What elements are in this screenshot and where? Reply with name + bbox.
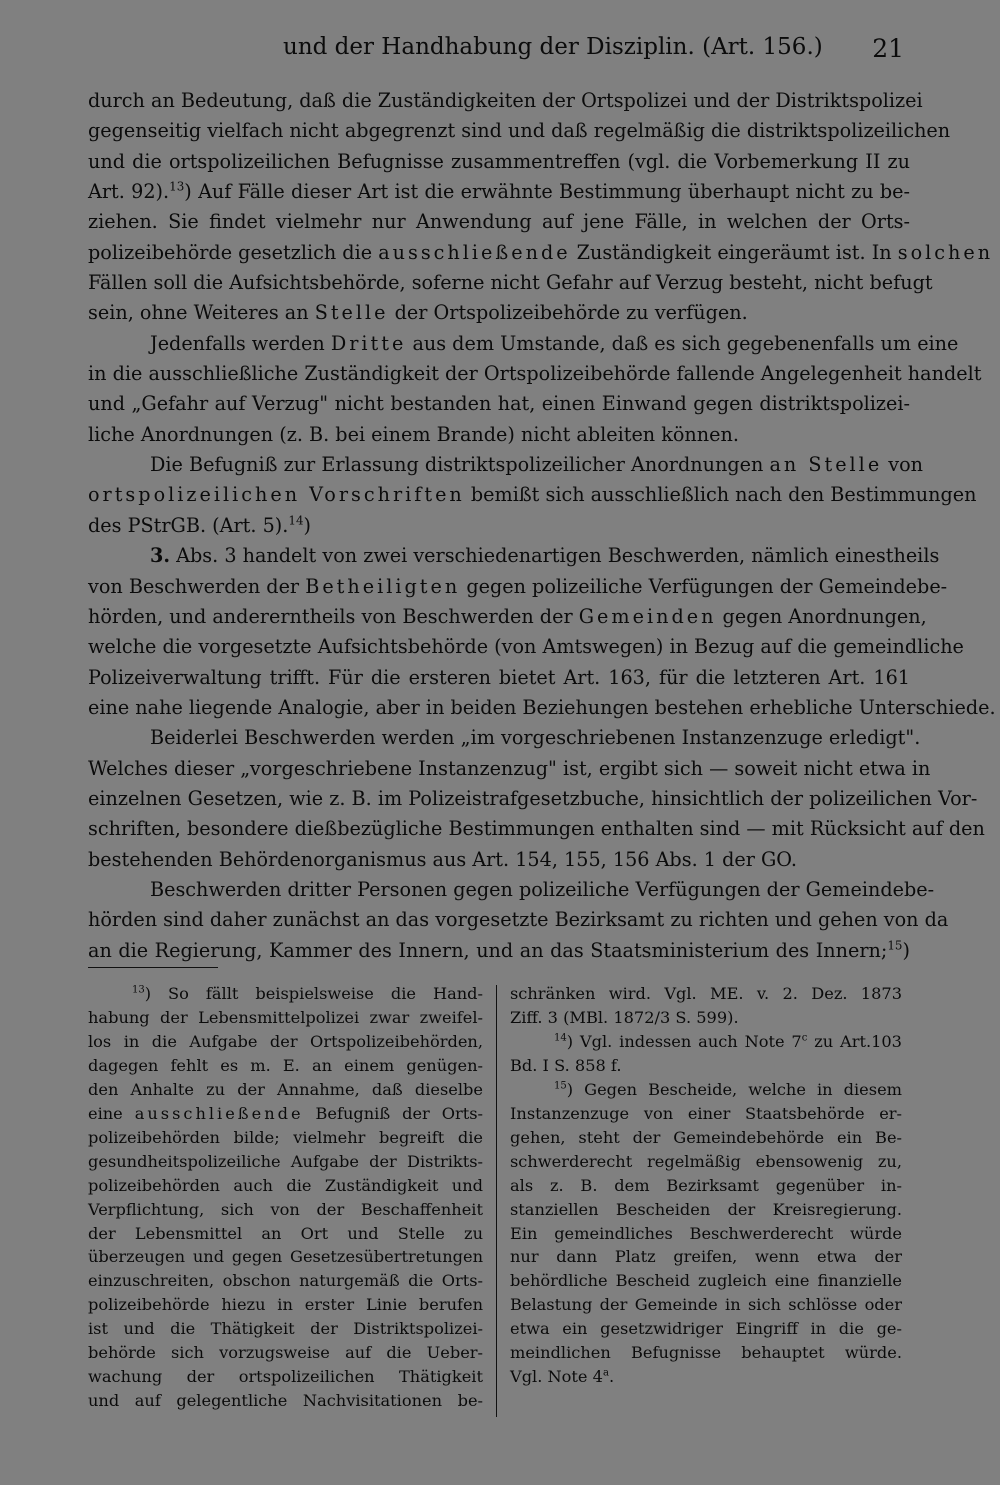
- footnote-line: als z. B. dem Bezirksamt gegenüber in-: [510, 1175, 902, 1195]
- spaced-emphasis: Dritte: [330, 331, 407, 355]
- text-line: von Beschwerden der Betheiligten gegen polizeiliche Verfügungen der Gemeindebe-: [88, 574, 948, 598]
- footnote-line: einzuschreiten, obschon naturgemäß die Orts-: [88, 1271, 483, 1291]
- footnote-marker: 15: [554, 1080, 567, 1092]
- text-line: Polizeiverwaltung trifft. Für die ersteren bietet Art. 163, für die letzteren Art. 161: [88, 665, 910, 689]
- footnote-line: Ziff. 3 (MBl. 1872/3 S. 599).: [510, 1007, 739, 1027]
- footnote-line: schränken wird. Vgl. ME. v. 2. Dez. 1873: [510, 984, 902, 1003]
- paragraph: [88, 450, 977, 541]
- text-line: Die Befugniß zur Erlassung distriktspolizeilicher Anordnungen an Stelle von: [150, 453, 924, 477]
- footnote-line: schwerderecht regelmäßig ebensowenig zu,: [510, 1151, 902, 1171]
- page-number: 21: [872, 34, 904, 63]
- text-line: hörden, und andererntheils von Beschwerden der Gemeinden gegen Anordnungen,: [88, 604, 927, 628]
- text-line: Art. 92).$^{13}$) Auf Fälle dieser Art ist die erwähnte Bestimmung überhaupt nicht zu be-: [88, 179, 910, 204]
- footnote-ref: 14: [288, 513, 304, 528]
- text-line: in die ausschließliche Zuständigkeit der Ortspolizeibehörde fallende Angelegenheit handelt: [88, 362, 982, 386]
- running-title: und der Handhabung der Disziplin. (Art. 156.): [283, 34, 823, 60]
- footnote-line: stanziellen Bescheiden der Kreisregierung.: [510, 1199, 902, 1219]
- text-line: an die Regierung, Kammer des Innern, und an das Staatsministerium des Innern;$^{15}$): [88, 938, 910, 962]
- text-line: des PStrGB. (Art. 5).$^{14}$): [88, 513, 312, 537]
- text-line: Jedenfalls werden Dritte aus dem Umstande, daß es sich gegebenenfalls um eine: [150, 331, 959, 355]
- text-line: hörden sind daher zunächst an das vorgesetzte Bezirksamt zu richten und gehen von da: [88, 908, 949, 932]
- footnote-line: polizeibehörden bilde; vielmehr begreift die: [88, 1127, 483, 1147]
- footnote-ref: 13: [169, 179, 185, 194]
- footnote-line: los in die Aufgabe der Ortspolizeibehörden,: [88, 1031, 483, 1051]
- spaced-emphasis: Stelle: [314, 301, 389, 325]
- text-line: Fällen soll die Aufsichtsbehörde, soferne nicht Gefahr auf Verzug besteht, nicht befugt: [88, 271, 933, 295]
- main-text: [88, 86, 996, 966]
- footnote-line: ist und die Thätigkeit der Distriktspolizei-: [88, 1319, 483, 1339]
- footnote-line: überzeugen und gegen Gesetzesübertretungen: [88, 1247, 483, 1267]
- footnote-line: Ein gemeindliches Beschwerderecht würde: [510, 1223, 902, 1243]
- spaced-emphasis: solchen: [897, 240, 994, 264]
- page-header: [88, 34, 904, 70]
- footnote-line: nur dann Platz greifen, wenn etwa der: [510, 1247, 902, 1267]
- footnote-line: polizeibehörde hiezu in erster Linie berufen: [88, 1295, 483, 1315]
- text-line: polizeibehörde gesetzlich die ausschließende Zuständigkeit eingeräumt ist. In solchen: [88, 240, 994, 264]
- text-line: welche die vorgesetzte Aufsichtsbehörde (von Amtswegen) in Bezug auf die gemeindliche: [88, 635, 964, 659]
- footnote-marker: 14: [554, 1032, 567, 1044]
- footnote-line: habung der Lebensmittelpolizei zwar zweifel-: [88, 1007, 483, 1027]
- text-line: schriften, besondere dießbezügliche Bestimmungen enthalten sind — mit Rücksicht auf den: [88, 817, 985, 841]
- spaced-emphasis: Betheiligten: [305, 574, 461, 598]
- paragraph: [88, 86, 994, 329]
- footnote-marker: 13: [132, 984, 145, 996]
- footnote-line: dagegen fehlt es m. E. an einem genügen-: [88, 1055, 483, 1075]
- footnote-line: behörde sich vorzugsweise auf die Ueber-: [88, 1343, 483, 1363]
- paragraph: [88, 541, 996, 723]
- text-line: einzelnen Gesetzen, wie z. B. im Polizeistrafgesetzbuche, hinsichtlich der polizeilichen Vor-: [88, 786, 978, 810]
- spaced-emphasis: Gemeinden: [578, 604, 717, 628]
- text-line: gegenseitig vielfach nicht abgegrenzt sind und daß regelmäßig die distriktspolizeilichen: [88, 119, 951, 143]
- text-line: durch an Bedeutung, daß die Zuständigkeiten der Ortspolizei und der Distriktspolizei: [88, 89, 923, 112]
- paragraph: [88, 329, 982, 450]
- footnote-line: behördliche Bescheid zugleich eine finanzielle: [510, 1271, 902, 1291]
- column-divider: [496, 985, 497, 1417]
- text-line: und „Gefahr auf Verzug" nicht bestanden hat, einen Einwand gegen distriktspolizei-: [88, 392, 910, 416]
- footnote-separator: [88, 967, 218, 968]
- footnote-line: polizeibehörden auch die Zuständigkeit und: [88, 1175, 483, 1195]
- footnote-line: und auf gelegentliche Nachvisitationen be-: [88, 1391, 483, 1411]
- footnote-line: $^{14}$) Vgl. indessen auch Note 7$^c$ zu Art.103: [554, 1031, 902, 1051]
- spaced-emphasis: ausschließende: [378, 240, 571, 264]
- footnote-line: $^{13}$) So fällt beispielsweise die Hand-: [132, 984, 483, 1003]
- section-number: 3.: [150, 544, 171, 568]
- spaced-emphasis: ausschließende: [134, 1103, 304, 1123]
- spaced-emphasis: an Stelle: [769, 453, 883, 477]
- text-line: ortspolizeilichen Vorschriften bemißt sich ausschließlich nach den Bestimmungen: [88, 483, 977, 507]
- footnotes-left-column: [88, 982, 483, 1413]
- text-line: Beschwerden dritter Personen gegen polizeiliche Verfügungen der Gemeindebe-: [150, 877, 935, 901]
- footnote-line: Instanzenzuge von einer Staatsbehörde er-: [510, 1103, 902, 1123]
- footnote-line: Verpflichtung, sich von der Beschaffenheit: [88, 1199, 483, 1219]
- text-line: 3. Abs. 3 handelt von zwei verschiedenartigen Beschwerden, nämlich einestheils: [150, 544, 940, 568]
- footnote-line: meindlichen Befugnisse behauptet würde.: [510, 1343, 902, 1363]
- footnote-line: Vgl. Note 4$^a$.: [510, 1367, 615, 1387]
- footnote-ref: 15: [887, 938, 903, 953]
- footnote-line: wachung der ortspolizeilichen Thätigkeit: [88, 1367, 483, 1387]
- footnote-line: Bd. I S. 858 f.: [510, 1055, 622, 1075]
- spaced-emphasis: ortspolizeilichen Vorschriften: [88, 483, 465, 507]
- text-line: eine nahe liegende Analogie, aber in beiden Beziehungen bestehen erhebliche Unterschiede.: [88, 695, 996, 719]
- text-line: Beiderlei Beschwerden werden „im vorgeschriebenen Instanzenzuge erledigt".: [150, 726, 921, 750]
- footnote-line: $^{15}$) Gegen Bescheide, welche in diesem: [554, 1079, 902, 1099]
- footnotes-right-column: [510, 982, 902, 1389]
- text-line: sein, ohne Weiteres an Stelle der Ortspolizeibehörde zu verfügen.: [88, 301, 748, 325]
- footnote-line: den Anhalte zu der Annahme, daß dieselbe: [88, 1079, 483, 1099]
- text-line: liche Anordnungen (z. B. bei einem Brande) nicht ableiten können.: [88, 422, 739, 446]
- note-superscript: c: [801, 1032, 808, 1044]
- text-line: Welches dieser „vorgeschriebene Instanzenzug" ist, ergibt sich — soweit nicht etwa in: [88, 756, 931, 780]
- footnote-line: eine ausschließende Befugniß der Orts-: [88, 1103, 483, 1123]
- text-line: ziehen. Sie findet vielmehr nur Anwendung auf jene Fälle, in welchen der Orts-: [88, 210, 910, 234]
- footnote-line: gesundheitspolizeiliche Aufgabe der Distrikts-: [88, 1151, 483, 1171]
- paragraph: [88, 723, 985, 875]
- footnote-line: etwa ein gesetzwidriger Eingriff in die ge-: [510, 1319, 902, 1339]
- note-superscript: a: [602, 1367, 609, 1379]
- footnote-line: der Lebensmittel an Ort und Stelle zu: [88, 1223, 483, 1243]
- text-line: und die ortspolizeilichen Befugnisse zusammentreffen (vgl. die Vorbemerkung II zu: [88, 149, 910, 173]
- footnote-line: gehen, steht der Gemeindebehörde ein Be-: [510, 1127, 902, 1147]
- footnote-line: Belastung der Gemeinde in sich schlösse oder: [510, 1295, 902, 1315]
- paragraph: [88, 875, 949, 966]
- text-line: bestehenden Behördenorganismus aus Art. 154, 155, 156 Abs. 1 der GO.: [88, 847, 798, 871]
